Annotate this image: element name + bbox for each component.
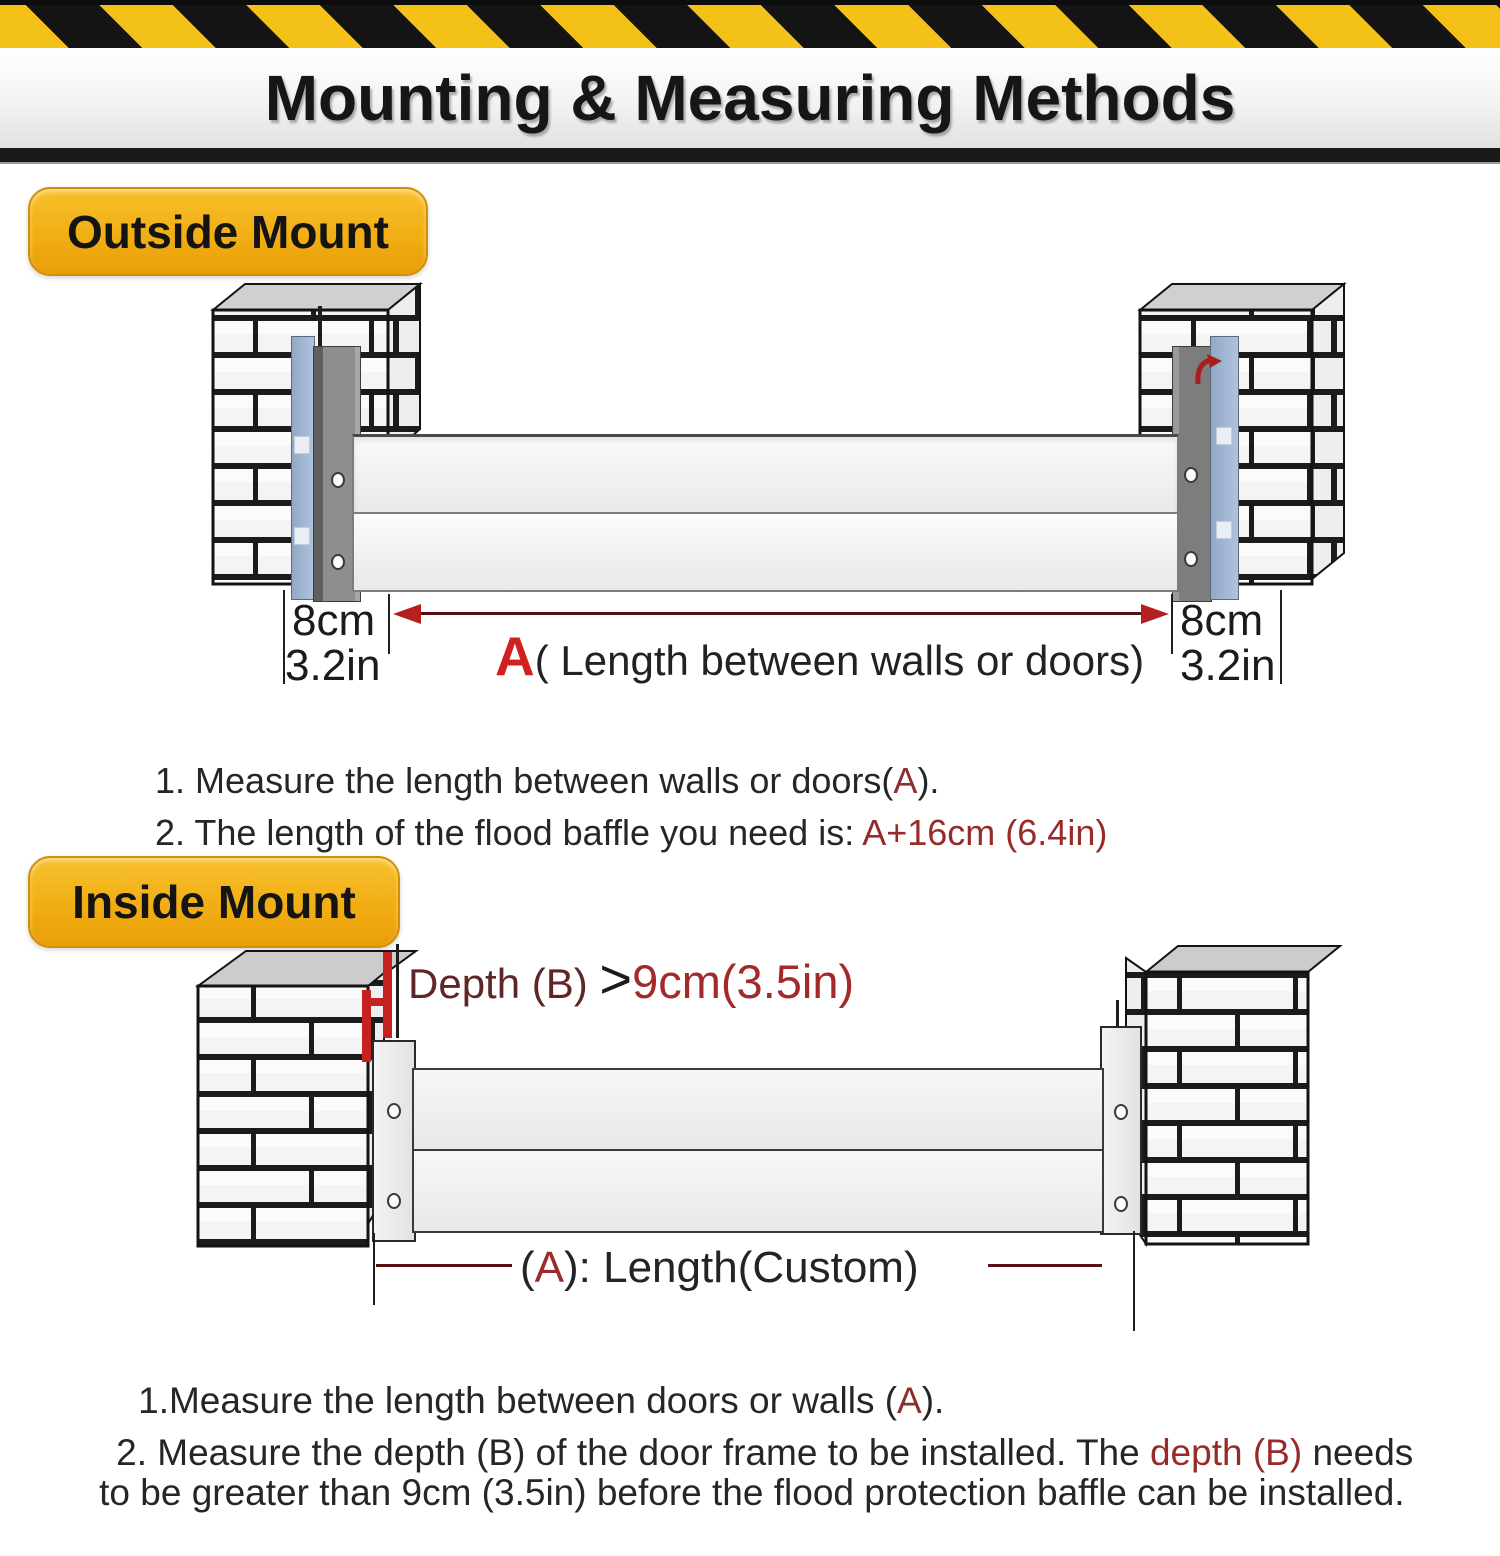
outside-instruction-1-end: ).	[917, 760, 940, 801]
screw-hole	[1184, 467, 1198, 483]
dimension-tick	[388, 594, 390, 654]
outside-instruction-1-text: 1. Measure the length between walls or doors(	[155, 760, 894, 801]
length-custom-rest: ): Length(Custom)	[564, 1243, 919, 1292]
inside-instruction-2-end: needs	[1302, 1432, 1414, 1473]
screw-hole	[1184, 551, 1198, 567]
dimension-tick	[373, 1233, 375, 1305]
depth-caption	[408, 946, 854, 1011]
gasket-snap	[1216, 427, 1232, 445]
length-a-letter: A	[495, 625, 535, 687]
screw-hole	[331, 472, 345, 488]
dimension-line	[988, 1264, 1102, 1267]
gasket-snap	[1216, 521, 1232, 539]
inside-instruction-2-depth: depth (B)	[1149, 1432, 1303, 1473]
dimension-tick	[1133, 1231, 1135, 1331]
depth-measure-icon	[383, 952, 392, 1038]
length-dimension-arrow	[393, 604, 1169, 624]
anchor-pin	[1116, 1000, 1119, 1028]
page-title: Mounting & Measuring Methods	[264, 62, 1236, 134]
offset-left-in: 3.2in	[285, 641, 381, 690]
title-band	[0, 48, 1500, 148]
gasket-strip-left	[291, 336, 315, 600]
mounting-channel-left	[372, 1040, 416, 1242]
flood-barrier-board	[352, 512, 1179, 592]
inside-instruction-2-text: 2. Measure the depth (B) of the door frame to be installed. The	[116, 1432, 1150, 1473]
offset-left-cm: 8cm	[292, 596, 376, 645]
length-custom-caption	[520, 1243, 919, 1293]
length-a-caption	[495, 624, 1144, 688]
screw-hole	[1114, 1196, 1128, 1212]
inside-instruction-1-end: ).	[921, 1380, 945, 1421]
inside-mount-label: Inside Mount	[72, 876, 356, 928]
inside-instruction-1-text: 1.Measure the length between doors or walls (	[138, 1380, 898, 1421]
insert-arrow-icon	[1193, 354, 1223, 386]
hazard-stripe-banner	[0, 0, 1500, 53]
screw-hole	[331, 554, 345, 570]
offset-right-in: 3.2in	[1180, 641, 1276, 690]
flood-barrier-board	[352, 434, 1179, 517]
depth-caption-label: Depth (B)	[408, 960, 600, 1007]
outside-mount-label: Outside Mount	[67, 205, 389, 258]
brick-pillar-inside-right	[1122, 938, 1352, 1246]
inside-instruction-1-a: A	[897, 1380, 922, 1421]
arrow-shaft	[411, 612, 1151, 615]
dimension-line	[376, 1264, 512, 1267]
screw-hole	[387, 1193, 401, 1209]
gasket-snap	[294, 436, 310, 454]
anchor-pin	[318, 306, 322, 348]
screw-hole	[1114, 1104, 1128, 1120]
length-custom-open: (	[520, 1243, 535, 1292]
outside-instruction-1-a: A	[893, 760, 918, 801]
length-custom-a: A	[534, 1243, 565, 1292]
flood-barrier-board	[412, 1149, 1104, 1233]
length-a-text: ( Length between walls or doors)	[534, 637, 1145, 684]
outside-mount-badge	[28, 187, 428, 276]
outside-instruction-2-formula: A+16cm (6.4in)	[862, 812, 1108, 853]
gasket-snap	[294, 527, 310, 545]
depth-caption-value: 9cm(3.5in)	[632, 955, 855, 1008]
offset-right-cm: 8cm	[1180, 596, 1264, 645]
inside-mount-badge	[28, 856, 400, 948]
dimension-tick	[1171, 594, 1173, 654]
screw-hole	[387, 1103, 401, 1119]
header-divider-bar	[0, 148, 1500, 164]
dimension-tick	[1280, 590, 1282, 684]
anchor-pin	[396, 944, 399, 1038]
inside-instruction-3	[58, 1430, 1405, 1556]
greater-than-sign: >	[599, 947, 633, 1010]
flood-barrier-board	[412, 1068, 1104, 1151]
arrow-left-icon	[393, 604, 421, 624]
inside-instruction-3-text: to be greater than 9cm (3.5in) before the flood protection baffle can be installed.	[99, 1472, 1405, 1513]
arrow-right-icon	[1141, 604, 1169, 624]
outside-instruction-2-text: 2. The length of the flood baffle you need is:	[155, 812, 863, 853]
